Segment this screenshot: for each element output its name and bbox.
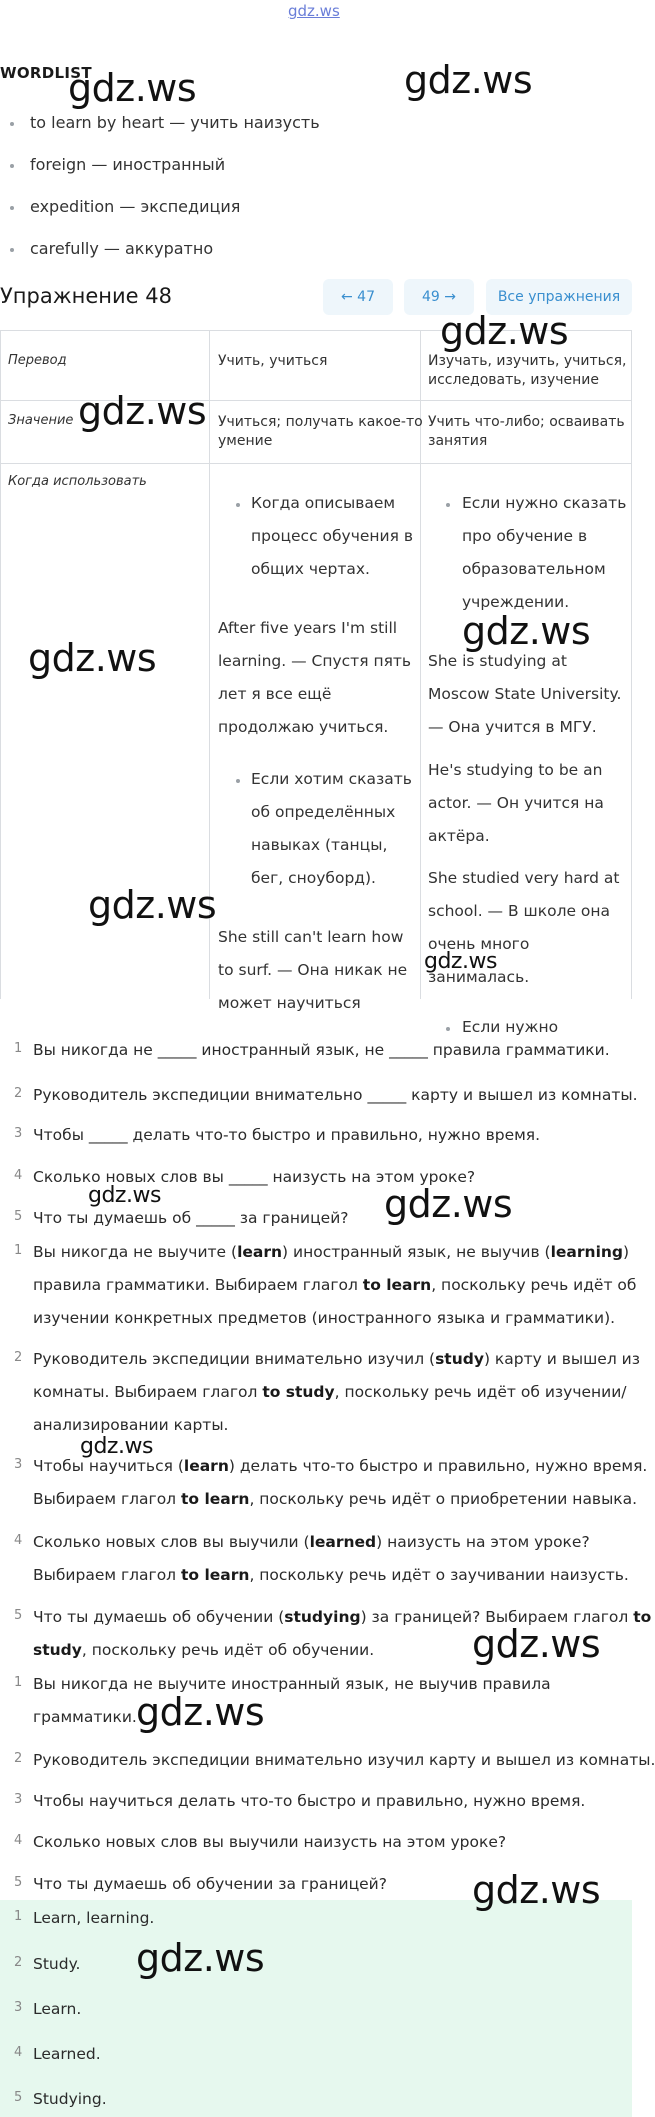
study-example-line: school. — В школе она xyxy=(428,902,611,920)
watermark: gdz.ws xyxy=(136,1936,265,1980)
watermark: gdz.ws xyxy=(424,949,497,974)
study-example-line: — Она учится в МГУ. xyxy=(428,718,597,736)
bullet-icon xyxy=(10,164,14,168)
task-text: Вы никогда не _____ иностранный язык, не _____ правила грамматики. xyxy=(33,1041,610,1059)
item-number: 1 xyxy=(14,1909,23,1924)
bullet-icon xyxy=(236,779,240,783)
exercise-title: Упражнение 48 xyxy=(0,284,172,308)
learn-example-line: She still can't learn how xyxy=(218,928,404,946)
task-text: Руководитель экспедиции внимательно _____ карту и вышел из комнаты. xyxy=(33,1086,638,1104)
item-number: 1 xyxy=(14,1041,23,1056)
cell-learn-meaning-1: Учиться; получать какое-то xyxy=(218,414,423,430)
watermark: gdz.ws xyxy=(78,389,207,433)
explanation-line: study, поскольку речь идёт об обучении. xyxy=(33,1641,375,1659)
watermark: gdz.ws xyxy=(462,609,591,653)
study-example-line: She studied very hard at xyxy=(428,869,620,887)
learn-example-line: продолжаю учиться. xyxy=(218,718,389,736)
bullet-icon xyxy=(446,503,450,507)
watermark: gdz.ws xyxy=(80,1434,153,1459)
explanation-line: Вы никогда не выучите (learn) иностранный язык, не выучив (learning) xyxy=(33,1243,630,1261)
learn-usage-line: процесс обучения в xyxy=(251,527,414,545)
translation-text: Вы никогда не выучите иностранный язык, не выучив правила xyxy=(33,1675,551,1693)
item-number: 4 xyxy=(14,2045,23,2060)
study-example-line: actor. — Он учится на xyxy=(428,794,604,812)
watermark: gdz.ws xyxy=(472,1868,601,1912)
item-number: 2 xyxy=(14,1955,23,1970)
item-number: 5 xyxy=(14,1875,23,1890)
wordlist-item-text: carefully — аккуратно xyxy=(30,239,214,258)
answer-text: Learn, learning. xyxy=(33,1909,155,1927)
learn-usage-line: Когда описываем xyxy=(251,494,396,512)
answer-text: Study. xyxy=(33,1955,81,1973)
item-number: 2 xyxy=(14,1086,23,1101)
comparison-table xyxy=(0,309,632,1036)
item-number: 1 xyxy=(14,1243,23,1258)
watermark: gdz.ws xyxy=(136,1690,265,1734)
all-exercises-button[interactable]: Все упражнения xyxy=(486,279,632,315)
learn-usage-line: бег, сноуборд). xyxy=(251,869,376,887)
cell-study-translation-1: Изучать, изучить, учиться, xyxy=(428,353,627,369)
learn-usage-line: навыках (танцы, xyxy=(251,836,388,854)
row-head-translation: Перевод xyxy=(8,353,67,368)
explanation-line: правила грамматики. Выбираем глагол to learn, поскольку речь идёт об xyxy=(33,1276,637,1294)
answer-text: Studying. xyxy=(33,2090,107,2108)
top-watermark-link[interactable]: gdz.ws xyxy=(288,2,340,20)
explanation-line: Сколько новых слов вы выучили (learned) наизусть на этом уроке? xyxy=(33,1533,590,1551)
item-number: 3 xyxy=(14,1457,23,1472)
wordlist-item-text: to learn by heart — учить наизусть xyxy=(30,113,320,132)
row-head-usage: Когда использовать xyxy=(8,474,147,489)
item-number: 4 xyxy=(14,1533,23,1548)
item-number: 2 xyxy=(14,1751,23,1766)
explanation-line: Выбираем глагол to learn, поскольку речь идёт о приобретении навыка. xyxy=(33,1490,638,1508)
watermark: gdz.ws xyxy=(88,1183,161,1208)
study-usage-line: Если нужно сказать xyxy=(462,494,627,512)
item-number: 3 xyxy=(14,2000,23,2015)
explanation-line: Руководитель экспедиции внимательно изучил (study) карту и вышел из xyxy=(33,1350,640,1368)
watermark: gdz.ws xyxy=(88,883,217,927)
answer-text: Learn. xyxy=(33,2000,82,2018)
task-text: Что ты думаешь об _____ за границей? xyxy=(33,1209,349,1227)
explanation-line: комнаты. Выбираем глагол to study, поскольку речь идёт об изучении/ xyxy=(33,1383,627,1401)
task-text: Сколько новых слов вы _____ наизусть на этом уроке? xyxy=(33,1168,476,1186)
translation-text: Сколько новых слов вы выучили наизусть на этом уроке? xyxy=(33,1833,507,1851)
next-exercise-button[interactable]: 49 → xyxy=(404,279,474,315)
wordlist-item xyxy=(10,239,213,258)
study-example-line: очень много xyxy=(428,935,530,953)
wordlist-item-text: foreign — иностранный xyxy=(30,155,226,174)
study-usage-line: учреждении. xyxy=(462,593,570,611)
learn-example-line: to surf. — Она никак не xyxy=(218,961,408,979)
watermark: gdz.ws xyxy=(68,66,197,110)
item-number: 5 xyxy=(14,1209,23,1224)
item-number: 5 xyxy=(14,1608,23,1623)
study-example-line: He's studying to be an xyxy=(428,761,603,779)
row-head-meaning: Значение xyxy=(8,413,74,428)
learn-usage-line: Если хотим сказать xyxy=(251,770,412,788)
watermark: gdz.ws xyxy=(440,309,569,353)
item-number: 5 xyxy=(14,2090,23,2105)
answers-panel xyxy=(0,1900,632,2117)
bullet-icon xyxy=(10,248,14,252)
explanation-line: Чтобы научиться (learn) делать что-то быстро и правильно, нужно время. xyxy=(33,1457,648,1475)
translation-text: Чтобы научиться делать что-то быстро и правильно, нужно время. xyxy=(33,1792,586,1810)
study-example-line: She is studying at xyxy=(428,652,567,670)
study-usage-line: образовательном xyxy=(462,560,606,578)
study-usage-line: Если нужно xyxy=(462,1018,559,1036)
item-number: 3 xyxy=(14,1792,23,1807)
bullet-icon xyxy=(446,1027,450,1031)
cell-learn-meaning-2: умение xyxy=(218,433,273,449)
wordlist-heading: WORDLIST xyxy=(0,64,92,82)
explanation-line: Что ты думаешь об обучении (studying) за границей? Выбираем глагол to xyxy=(33,1608,652,1626)
translation-text: Что ты думаешь об обучении за границей? xyxy=(33,1875,387,1893)
learn-usage-line: об определённых xyxy=(251,803,396,821)
explanation-line: анализировании карты. xyxy=(33,1416,229,1434)
study-example-line: Moscow State University. xyxy=(428,685,622,703)
item-number: 4 xyxy=(14,1168,23,1183)
translation-text: Руководитель экспедиции внимательно изучил карту и вышел из комнаты. xyxy=(33,1751,655,1769)
learn-example-line: learning. — Спустя пять xyxy=(218,652,412,670)
cell-study-translation-2: исследовать, изучение xyxy=(428,372,600,388)
translation-text: грамматики. xyxy=(33,1708,137,1726)
explanation-line: Выбираем глагол to learn, поскольку речь идёт о заучивании наизусть. xyxy=(33,1566,629,1584)
cell-study-meaning-1: Учить что-либо; осваивать xyxy=(428,414,625,430)
cell-study-meaning-2: занятия xyxy=(428,433,488,449)
answer-text: Learned. xyxy=(33,2045,101,2063)
item-number: 1 xyxy=(14,1675,23,1690)
learn-usage-line: общих чертах. xyxy=(251,560,370,578)
bullet-icon xyxy=(10,122,14,126)
study-example-line: занималась. xyxy=(428,968,530,986)
explanation-line: изучении конкретных предметов (иностранного языка и грамматики). xyxy=(33,1309,616,1327)
wordlist-item xyxy=(10,155,225,174)
wordlist-item xyxy=(10,197,240,216)
study-usage-line: про обучение в xyxy=(462,527,588,545)
item-number: 3 xyxy=(14,1126,23,1141)
prev-exercise-button[interactable]: ← 47 xyxy=(323,279,393,315)
wordlist-item-text: expedition — экспедиция xyxy=(30,197,241,216)
watermark: gdz.ws xyxy=(28,636,157,680)
item-number: 4 xyxy=(14,1833,23,1848)
cell-learn-translation: Учить, учиться xyxy=(218,353,328,369)
learn-example-line: может научиться xyxy=(218,994,361,1012)
learn-example-line: лет я все ещё xyxy=(218,685,332,703)
watermark: gdz.ws xyxy=(384,1182,513,1226)
learn-example-line: After five years I'm still xyxy=(218,619,398,637)
task-text: Чтобы _____ делать что-то быстро и правильно, нужно время. xyxy=(33,1126,541,1144)
study-example-line: актёра. xyxy=(428,827,490,845)
item-number: 2 xyxy=(14,1350,23,1365)
watermark: gdz.ws xyxy=(472,1622,601,1666)
bullet-icon xyxy=(236,503,240,507)
watermark: gdz.ws xyxy=(404,58,533,102)
wordlist-item xyxy=(10,113,320,132)
bullet-icon xyxy=(10,206,14,210)
